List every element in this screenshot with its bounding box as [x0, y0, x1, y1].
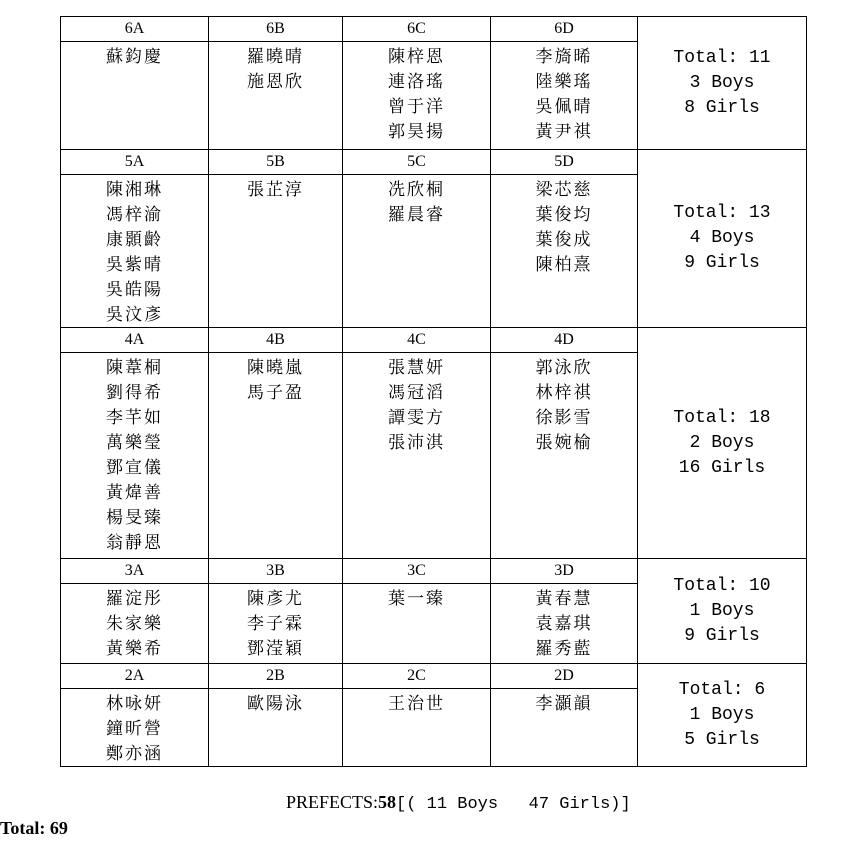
summary-total: Total: 18	[673, 407, 771, 428]
summary-total: Total: 11	[673, 47, 771, 68]
student-name: 羅秀藍	[535, 639, 593, 658]
class-name-cell: 2C	[343, 664, 491, 689]
row-summary-cell	[638, 559, 807, 664]
student-name: 鄧滢穎	[247, 639, 304, 658]
student-name: 王治世	[388, 694, 445, 713]
student-name: 曾于洋	[388, 97, 445, 116]
student-list-cell	[491, 42, 638, 150]
row-summary-cell	[638, 664, 807, 767]
class-name-cell: 6B	[209, 17, 343, 42]
student-name: 陳葦桐	[106, 358, 163, 377]
student-name: 張婉榆	[535, 433, 593, 452]
student-name: 馮梓渝	[106, 205, 163, 224]
student-name: 徐影雪	[535, 408, 593, 427]
summary-boys: 4 Boys	[689, 228, 755, 248]
student-name: 陳彥尤	[247, 589, 304, 608]
student-name: 張沛淇	[388, 433, 445, 452]
class-name-cell: 2A	[61, 664, 209, 689]
summary-girls: 16 Girls	[678, 457, 766, 478]
student-name: 羅淀彤	[106, 589, 163, 608]
student-list-cell	[61, 584, 209, 664]
class-name-cell: 4C	[343, 328, 491, 353]
student-name: 袁嘉琪	[535, 614, 593, 633]
student-name: 歐陽泳	[247, 694, 304, 713]
summary-girls: 9 Girls	[684, 253, 760, 273]
student-name: 吳紫晴	[106, 255, 163, 274]
class-header-row	[61, 559, 807, 584]
class-name-cell: 4B	[209, 328, 343, 353]
student-name: 譚雯方	[388, 408, 445, 427]
student-name: 林梓祺	[535, 383, 593, 402]
class-name-cell: 3A	[61, 559, 209, 584]
student-list-cell	[491, 584, 638, 664]
prefects-summary	[286, 792, 631, 814]
student-name: 朱家樂	[106, 614, 163, 633]
summary-total: Total: 6	[678, 679, 766, 700]
student-name: 李灝韻	[535, 694, 593, 713]
student-name: 李芊如	[106, 408, 163, 427]
prefects-table	[60, 16, 807, 767]
prefects-label: PREFECTS:	[286, 792, 379, 812]
student-list-cell	[61, 42, 209, 150]
summary-total: Total: 13	[673, 203, 771, 223]
class-name-cell: 2D	[491, 664, 638, 689]
student-name: 葉俊均	[535, 205, 593, 224]
student-name: 翁靜恩	[106, 533, 163, 552]
student-name: 梁芯慈	[535, 180, 593, 199]
summary-boys: 2 Boys	[689, 432, 755, 453]
student-name: 陳曉嵐	[247, 358, 304, 377]
student-name: 吳皓陽	[106, 280, 163, 299]
class-header-row	[61, 328, 807, 353]
student-name: 黃春慧	[535, 589, 593, 608]
student-list-cell	[343, 689, 491, 767]
student-name: 鄭亦涵	[106, 744, 163, 763]
class-name-cell: 5A	[61, 150, 209, 175]
student-name: 李子霖	[247, 614, 304, 633]
grand-total: Total: 69	[0, 818, 68, 838]
summary-girls: 9 Girls	[684, 625, 760, 646]
class-name-cell: 6D	[491, 17, 638, 42]
row-summary-cell	[638, 328, 807, 559]
class-name-cell: 4D	[491, 328, 638, 353]
student-name: 劉得希	[106, 383, 163, 402]
student-name: 葉一臻	[388, 589, 445, 608]
summary-boys: 1 Boys	[689, 704, 755, 725]
class-name-cell: 5B	[209, 150, 343, 175]
student-name: 葉俊成	[535, 230, 593, 249]
student-name: 黃煒善	[106, 483, 163, 502]
class-name-cell: 3B	[209, 559, 343, 584]
student-list-cell	[209, 353, 343, 559]
student-list-cell	[343, 175, 491, 328]
class-name-cell: 4A	[61, 328, 209, 353]
student-name: 陸樂瑤	[535, 72, 593, 91]
student-name: 康顥齡	[106, 230, 163, 249]
student-name: 黃樂希	[106, 639, 163, 658]
student-name: 羅曉晴	[247, 47, 304, 66]
student-name: 郭泳欣	[535, 358, 593, 377]
student-list-cell	[61, 175, 209, 328]
summary-boys: 3 Boys	[689, 72, 755, 93]
class-name-cell: 3D	[491, 559, 638, 584]
student-list-cell	[491, 175, 638, 328]
student-name: 馬子盈	[247, 383, 304, 402]
student-name: 陳柏熹	[535, 255, 593, 274]
student-name: 鐘昕營	[106, 719, 163, 738]
class-name-cell: 5D	[491, 150, 638, 175]
student-name: 黃尹祺	[535, 122, 593, 141]
student-list-cell	[343, 42, 491, 150]
student-name: 郭昊揚	[388, 122, 445, 141]
class-header-row	[61, 150, 807, 175]
student-name: 李旖晞	[535, 47, 593, 66]
class-name-cell: 5C	[343, 150, 491, 175]
class-name-cell: 2B	[209, 664, 343, 689]
student-list-cell	[491, 353, 638, 559]
student-list-cell	[343, 584, 491, 664]
student-name: 施恩欣	[247, 72, 304, 91]
student-list-cell	[491, 689, 638, 767]
student-list-cell	[343, 353, 491, 559]
student-name: 張慧妍	[388, 358, 445, 377]
student-name: 羅晨睿	[388, 205, 445, 224]
class-header-row	[61, 664, 807, 689]
student-list-cell	[61, 353, 209, 559]
summary-girls: 5 Girls	[684, 729, 760, 750]
student-name: 鄧宣儀	[106, 458, 163, 477]
class-name-cell: 6A	[61, 17, 209, 42]
student-name: 陳梓恩	[388, 47, 445, 66]
summary-girls: 8 Girls	[684, 97, 760, 118]
student-name: 張芷淳	[247, 180, 304, 199]
prefects-breakdown: [( 11 Boys 47 Girls)]	[396, 795, 631, 814]
student-name: 萬樂瑩	[106, 433, 163, 452]
summary-total: Total: 10	[673, 575, 771, 596]
student-list-cell	[61, 689, 209, 767]
student-list-cell	[209, 175, 343, 328]
prefects-table-body	[61, 17, 807, 767]
student-name: 楊旻臻	[106, 508, 163, 527]
summary-boys: 1 Boys	[689, 600, 755, 621]
student-list-cell	[209, 689, 343, 767]
student-name: 林咏妍	[106, 694, 163, 713]
student-list-cell	[209, 584, 343, 664]
row-summary-cell	[638, 150, 807, 328]
student-name: 吳汶彥	[106, 305, 163, 324]
class-header-row	[61, 17, 807, 42]
student-name: 蘇鈞慶	[106, 47, 163, 66]
row-summary-cell	[638, 17, 807, 150]
student-name: 冼欣桐	[388, 180, 445, 199]
student-name: 吳佩晴	[535, 97, 593, 116]
student-name: 陳湘琳	[106, 180, 163, 199]
class-name-cell: 6C	[343, 17, 491, 42]
student-name: 馮冠滔	[388, 383, 445, 402]
student-list-cell	[209, 42, 343, 150]
class-name-cell: 3C	[343, 559, 491, 584]
student-name: 連洛瑤	[388, 72, 445, 91]
prefects-count: 58	[378, 792, 397, 812]
